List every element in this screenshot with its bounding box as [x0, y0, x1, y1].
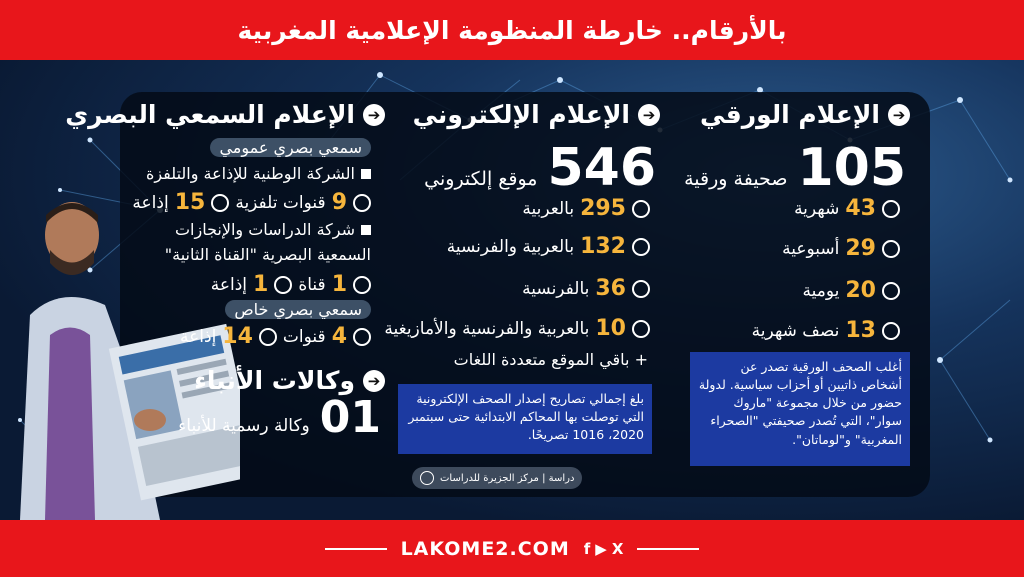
snrt-item: الشركة الوطنية للإذاعة والتلفزة: [146, 164, 371, 183]
arrow-left-icon: ➔: [363, 104, 385, 126]
list-item: 29 أسبوعية: [782, 236, 900, 261]
header-bar: [0, 0, 1024, 60]
arrow-circle-icon: [632, 200, 650, 218]
news-agencies-section: [178, 366, 385, 451]
square-bullet-icon: [361, 169, 371, 179]
social-links: [584, 540, 624, 558]
list-item: 295 بالعربية: [522, 196, 650, 221]
audiovisual-media-heading: ➔ الإعلام السمعي البصري: [65, 100, 385, 129]
arrow-circle-icon: [882, 322, 900, 340]
arrow-circle-icon: [882, 200, 900, 218]
arrow-left-icon: ➔: [888, 104, 910, 126]
arrow-circle-icon: [353, 194, 371, 212]
electronic-total: [424, 138, 656, 198]
print-total-label: صحيفة ورقية: [684, 168, 788, 190]
arrow-circle-icon: [211, 194, 229, 212]
divider: [325, 548, 387, 550]
electronic-total-number: 546: [547, 138, 656, 198]
list-item: 43 شهرية: [794, 196, 900, 221]
soread-item-line2: السمعية البصرية "القناة الثانية": [164, 245, 371, 264]
audiovisual-media-section: [65, 100, 385, 350]
electronic-note-box: بلغ إجمالي تصاريح إصدار الصحف الإلكترونية التي توصلت بها المحاكم الابتدائية حتى سبتمبر 2020، 1016 تصريحًا.: [398, 384, 652, 454]
source-badge: [412, 467, 582, 489]
print-note-box: أغلب الصحف الورقية تصدر عن أشخاص ذاتيين أو أحزاب سياسية. لدولة حضور من خلال مجموعة "ماروك سوار"، التي تُصدر صحيفتي "الصحراء المغربية" و"لوماتان".: [690, 352, 910, 466]
list-item: 36 بالفرنسية: [522, 276, 650, 301]
print-media-heading: ➔ الإعلام الورقي: [700, 100, 910, 129]
arrow-circle-icon: [632, 238, 650, 256]
site-link[interactable]: LAKOME2.COM: [400, 537, 570, 560]
globe-icon: [420, 471, 434, 485]
private-stats: 4 قنوات 14 إذاعة: [180, 324, 371, 349]
agencies-total-label: وكالة رسمية للأنباء: [178, 416, 310, 436]
arrow-left-icon: ➔: [363, 370, 385, 392]
public-audiovisual-badge: سمعي بصري عمومي: [210, 138, 371, 157]
list-item: 132 بالعربية والفرنسية: [447, 234, 650, 259]
arrow-left-icon: ➔: [638, 104, 660, 126]
arrow-circle-icon: [882, 282, 900, 300]
electronic-extra-note: + باقي الموقع متعددة اللغات: [453, 350, 648, 369]
arrow-circle-icon: [632, 280, 650, 298]
x-icon[interactable]: X: [611, 539, 624, 558]
electronic-media-section: [384, 100, 660, 370]
square-bullet-icon: [361, 225, 371, 235]
electronic-total-label: موقع إلكتروني: [424, 168, 538, 190]
list-item: 10 بالعربية والفرنسية والأمازيغية: [384, 316, 650, 341]
arrow-circle-icon: [353, 328, 371, 346]
arrow-circle-icon: [353, 276, 371, 294]
arrow-circle-icon: [259, 328, 277, 346]
snrt-stats: 9 قنوات تلفزية 15 إذاعة: [132, 190, 371, 215]
arrow-circle-icon: [632, 320, 650, 338]
footer-bar: [0, 520, 1024, 577]
arrow-circle-icon: [882, 240, 900, 258]
soread-stats: 1 قناة 1 إذاعة: [211, 272, 371, 297]
news-agencies-heading: ➔ وكالات الأنباء: [194, 366, 385, 395]
agencies-total-number: 01: [319, 392, 381, 443]
agencies-total: [178, 392, 381, 443]
arrow-circle-icon: [274, 276, 292, 294]
electronic-media-heading: ➔ الإعلام الإلكتروني: [413, 100, 660, 129]
print-total: [684, 138, 906, 198]
source-text: دراسة | مركز الجزيرة للدراسات: [440, 472, 575, 484]
list-item: 13 نصف شهرية: [752, 318, 900, 343]
soread-item: شركة الدراسات والإنجازات: [175, 220, 371, 239]
youtube-icon[interactable]: ▶: [595, 539, 607, 558]
list-item: 20 يومية: [803, 278, 901, 303]
print-total-number: 105: [797, 138, 906, 198]
page-title: بالأرقام.. خارطة المنظومة الإعلامية المغربية: [237, 15, 787, 45]
facebook-icon[interactable]: f: [583, 539, 591, 558]
private-audiovisual-badge: سمعي بصري خاص: [225, 300, 371, 319]
divider: [637, 548, 699, 550]
